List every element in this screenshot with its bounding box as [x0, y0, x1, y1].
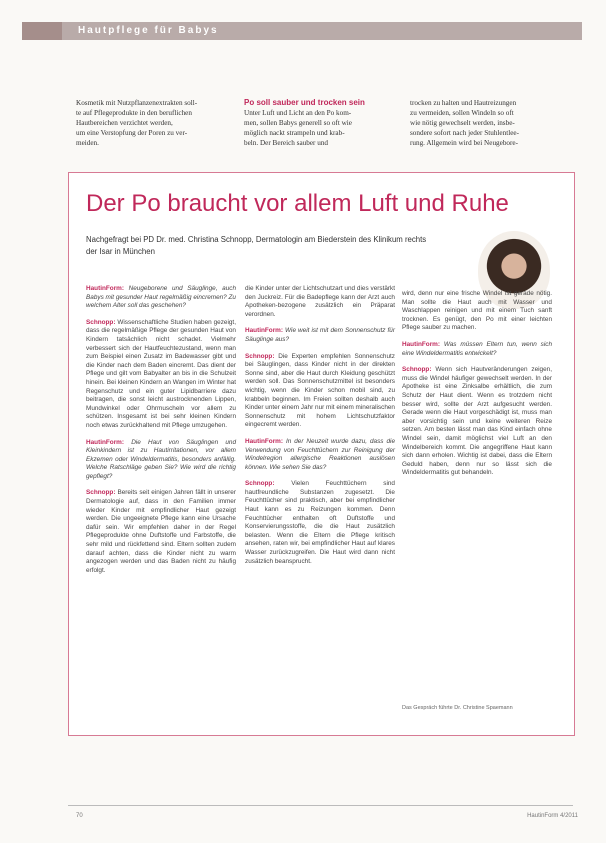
intro-subheading: Po soll sauber und trocken sein [244, 98, 365, 107]
answer-label: Schnopp: [245, 480, 292, 488]
interview-paragraph [86, 489, 236, 575]
magazine-issue: HautinForm 4/2011 [527, 813, 578, 819]
answer-text: Bereits seit einigen Jahren fällt in unserer Dermatologie auf, dass in den Familien immer wieder Kinder mit empfindlicher Haut gezeigt werden. Die ungeeignete Pflege kann eine Ursache dafür sein. Wir empfehlen daher in der Regel Pflegeprodukte ohne Duftstoffe und Farbstoffe, die sehr mild und rückfettend sind. Eltern sollten zudem darauf achten, dass die Kinder nicht zu warm angezogen werden und das Baden nicht zu häufig erfolgt. [86, 489, 236, 574]
answer-text: Vielen Feuchttüchern sind hautfreundliche Substanzen zugesetzt. Die Feuchttücher sind praktisch, aber bei empfindlicher Haut kann es zu Reizungen kommen. Denn Feuchttücher enthalten oft Duftstoffe und Konservierungsstoffe, die die Haut zusätzlich belasten. Wenn die Eltern die Pflege kritisch ansehen, raten wir, bei empfindlicher Haut auf klares Wasser zurückzugreifen. Die Haut wird dann nicht zusätzlich beansprucht. [245, 480, 395, 565]
interview-column-2 [245, 285, 395, 574]
question-text: Was müssen Eltern tun, wenn sich eine Windeldermatitis entwickelt? [402, 340, 553, 357]
interview-paragraph [86, 285, 236, 311]
answer-text: die Kinder unter der Lichtschutzart und dies verstärkt den Juckreiz. Für die Badepflege kann der Arzt auch Apotheken-bezogene zusätzlich ein Präparat verordnen. [245, 285, 395, 318]
interview-paragraph [86, 319, 236, 431]
answer-text: wird, denn nur eine frische Windel ist gerade nötig. Man sollte die Haut auch mit Wasser und Waschlappen reinigen und mit einem Tuch sanft trocknen. Es genügt, den Po mit einer leichten Pflege sauber zu machen. [402, 290, 552, 332]
footer-rule [68, 805, 573, 806]
interview-paragraph [245, 285, 395, 319]
intro-text-2: Unter Luft und Licht an den Po kom- men, sollen Babys generell so oft wie möglich nackt strampeln und krab- beln. Der Bereich sauber und [244, 109, 352, 147]
article-lead: Nachgefragt bei PD Dr. med. Christina Schnopp, Dermatologin am Biederstein des Klinikum rechts der Isar in München [86, 235, 427, 256]
answer-label: Schnopp: [86, 489, 118, 497]
interview-column-3 [402, 290, 552, 486]
page-number: 70 [76, 813, 83, 819]
answer-label: Schnopp: [245, 352, 279, 360]
intro-column-3 [410, 98, 560, 148]
interview-paragraph [402, 290, 552, 333]
question-label: HautinForm: [86, 438, 132, 446]
interview-paragraph [245, 353, 395, 430]
interview-paragraph [245, 327, 395, 344]
intro-column-2 [244, 98, 392, 148]
interview-paragraph [245, 438, 395, 472]
answer-label: Schnopp: [86, 318, 118, 326]
question-text: Die Haut von Säuglingen und Kleinkindern ist zu Hautirritationen, vor allem Ekzemen oder Windeldermatitis, besonders anfällig. Welche Ratschläge geben Sie? Wie wird die richtig gepflegt? [86, 438, 237, 480]
question-text: Neugeborene und Säuglinge, auch Babys mit gesunder Haut regelmäßig eincremen? Zu welchem Alter soll das geschehen? [86, 285, 236, 310]
interview-paragraph [402, 366, 552, 478]
interview-column-1 [86, 285, 236, 583]
section-header-accent [22, 22, 62, 40]
article-title: Der Po braucht vor allem Luft und Ruhe [86, 190, 509, 217]
interview-paragraph [245, 480, 395, 566]
interview-paragraph [402, 341, 552, 358]
answer-text: Wenn sich Hautveränderungen zeigen, muss die Windel häufiger gewechselt werden. In der Apotheke ist eine Zinksalbe erhältlich, die zum Schutz der Haut dient. Wenn es trotzdem nicht besser wird, sollte der Arzt aufgesucht werden. Gerade wenn die Haut vorgeschädigt ist, muss man aber vorsichtig sein und keine weiteren Reize setzen. Am besten lässt man das Kind einfach ohne Windel sein, damit möglichst viel Luft an den Windelbereich kommt. Die angegriffene Haut kann sich dann erholen. Wichtig ist dabei, dass die Eltern Geduld haben, denn nur so lässt sich die Windeldermatitis gut behandeln. [402, 366, 552, 477]
question-label: HautinForm: [245, 327, 286, 335]
question-label: HautinForm: [245, 437, 286, 445]
intro-column-1 [76, 98, 224, 148]
interview-paragraph [86, 439, 236, 482]
answer-text: Wissenschaftliche Studien haben gezeigt, dass die regelmäßige Pflege der gesunden Haut von Kindern tatsächlich nicht schadet. Vielmehr verbessert sich der Hautfeuchtezustand, wenn man zum Beispiel einen Zusatz im Badewasser gibt und die Kinder nach dem Baden eincremt. Das dient der Pflege und gilt vom Babyalter an bis in die Schulzeit hinein. Bei kleinen Kindern an Wangen im Winter hat Regenschutz und ein guter Lipidbarriere dazu beitragen, die sonst leicht austrocknenden Lippen, Mundwinkel oder Ohrmuscheln vor allem zu schützen. Insgesamt ist bei sehr kleinen Kindern noch etwas zurückhaltend mit Pflege umzugehen. [86, 318, 236, 429]
question-label: HautinForm: [86, 285, 129, 292]
question-text: In der Neuzeit wurde dazu, dass die Verwendung von Feuchttüchern zur Reinigung der Windelregion allergische Reaktionen auslösen können. Wie sehen Sie das? [245, 437, 395, 471]
question-label: HautinForm: [402, 340, 444, 348]
interview-caption: Das Gespräch führte Dr. Christine Spaemann [402, 705, 513, 711]
answer-text: Die Experten empfehlen Sonnenschutz bei Säuglingen, dass Kinder nicht in der direkten Sonne sind, aber die Haut durch Kleidung geschützt werden soll. Das Sonnenschutzmittel ist besonders wichtig, wenn die Kinder schon mobil sind, zu krabbeln beginnen. Im Freien sollten deshalb auch Kinder unter einem Jahr nur mit einem mineralischen Sonnenschutz mit hohem Lichtschutzfaktor eingecremt werden. [245, 352, 395, 429]
section-header-title: Hautpflege für Babys [78, 25, 219, 36]
intro-text-1: Kosmetik mit Nutzpflanzenextrakten soll- te auf Pflegeprodukte in den beruflichen Hautbereichen verzichtet werden, um eine Verstopfung der Poren zu ver- meiden. [76, 99, 198, 147]
answer-label: Schnopp: [402, 366, 436, 374]
question-text: Wie weit ist mit dem Sonnenschutz für Säuglinge aus? [245, 327, 395, 343]
intro-text-3: trocken zu halten und Hautreizungen zu vermeiden, sollen Windeln so oft wie nötig gewechselt werden, insbe- sondere sofort nach jeder Stuhlentlee- rung. Allgemein wird bei Neugebore- [410, 99, 519, 147]
